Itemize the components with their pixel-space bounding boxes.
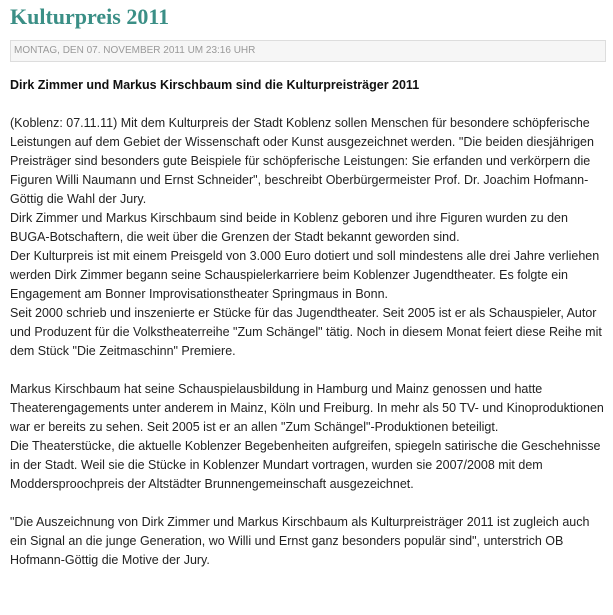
article-paragraph: Dirk Zimmer und Markus Kirschbaum sind beide in Koblenz geboren und ihre Figuren wurden zu den BUGA-Botschaftern, die weit über die Grenzen der Stadt bekannt geworden sind. xyxy=(10,211,568,244)
article-paragraph: (Koblenz: 07.11.11) Mit dem Kulturpreis der Stadt Koblenz sollen Menschen für besondere schöpferische Leistungen auf dem Gebiet der Wissenschaft oder Kunst ausgezeichnet werden. "Die beiden diesjährigen Preisträger sind besonders gute Beispiele für schöpferische Leistungen: Sie erfanden und verkörpern die Figuren Willi Naumann und Ernst Schneider", beschreibt Oberbürgermeister Prof. Dr. Joachim Hofmann-Göttig die Wahl der Jury. xyxy=(10,116,594,206)
article-paragraph: Seit 2000 schrieb und inszenierte er Stücke für das Jugendtheater. Seit 2005 ist er als Schauspieler, Autor und Produzent für die Volkstheaterreihe "Zum Schängel" tätig. Noch in diesem Monat feiert diese Reihe mit dem Stück "Die Zeitmaschinn" Premiere. xyxy=(10,306,602,358)
article xyxy=(10,0,606,570)
article-headline: Dirk Zimmer und Markus Kirschbaum sind die Kulturpreisträger 2011 xyxy=(10,78,420,92)
article-paragraph: Die Theaterstücke, die aktuelle Koblenzer Begebenheiten aufgreifen, spiegeln satirische die Geschehnisse in der Stadt. Weil sie die Stücke in Koblenzer Mundart vortragen, wurden sie 2007/2008 mit dem Moddersproochpreis der Altstädter Brunnengemeinschaft ausgezeichnet. xyxy=(10,439,601,491)
article-paragraph: Der Kulturpreis ist mit einem Preisgeld von 3.000 Euro dotiert und soll mindestens alle drei Jahre verliehen werden Dirk Zimmer begann seine Schauspielerkarriere beim Koblenzer Jugendtheater. Es folgte ein Engagement am Bonner Improvisationstheater Springmaus in Bonn. xyxy=(10,249,600,301)
article-body xyxy=(10,114,606,570)
article-paragraph: Markus Kirschbaum hat seine Schauspielausbildung in Hamburg und Mainz genossen und hatte Theaterengagements unter anderem in Mainz, Köln und Freiburg. In mehr als 50 TV- und Kinoproduktionen war er bereits zu sehen. Seit 2005 ist er an allen "Zum Schängel"-Produktionen beteiligt. xyxy=(10,382,604,434)
article-date: MONTAG, DEN 07. NOVEMBER 2011 UM 23:16 UHR xyxy=(10,40,606,62)
article-title: Kulturpreis 2011 xyxy=(10,4,170,29)
article-paragraph: "Die Auszeichnung von Dirk Zimmer und Markus Kirschbaum als Kulturpreisträger 2011 ist zugleich auch ein Signal an die junge Generation, wo Willi und Ernst ganz besonders populär sind", unterstrich OB Hofmann-Göttig die Motive der Jury. xyxy=(10,515,590,567)
